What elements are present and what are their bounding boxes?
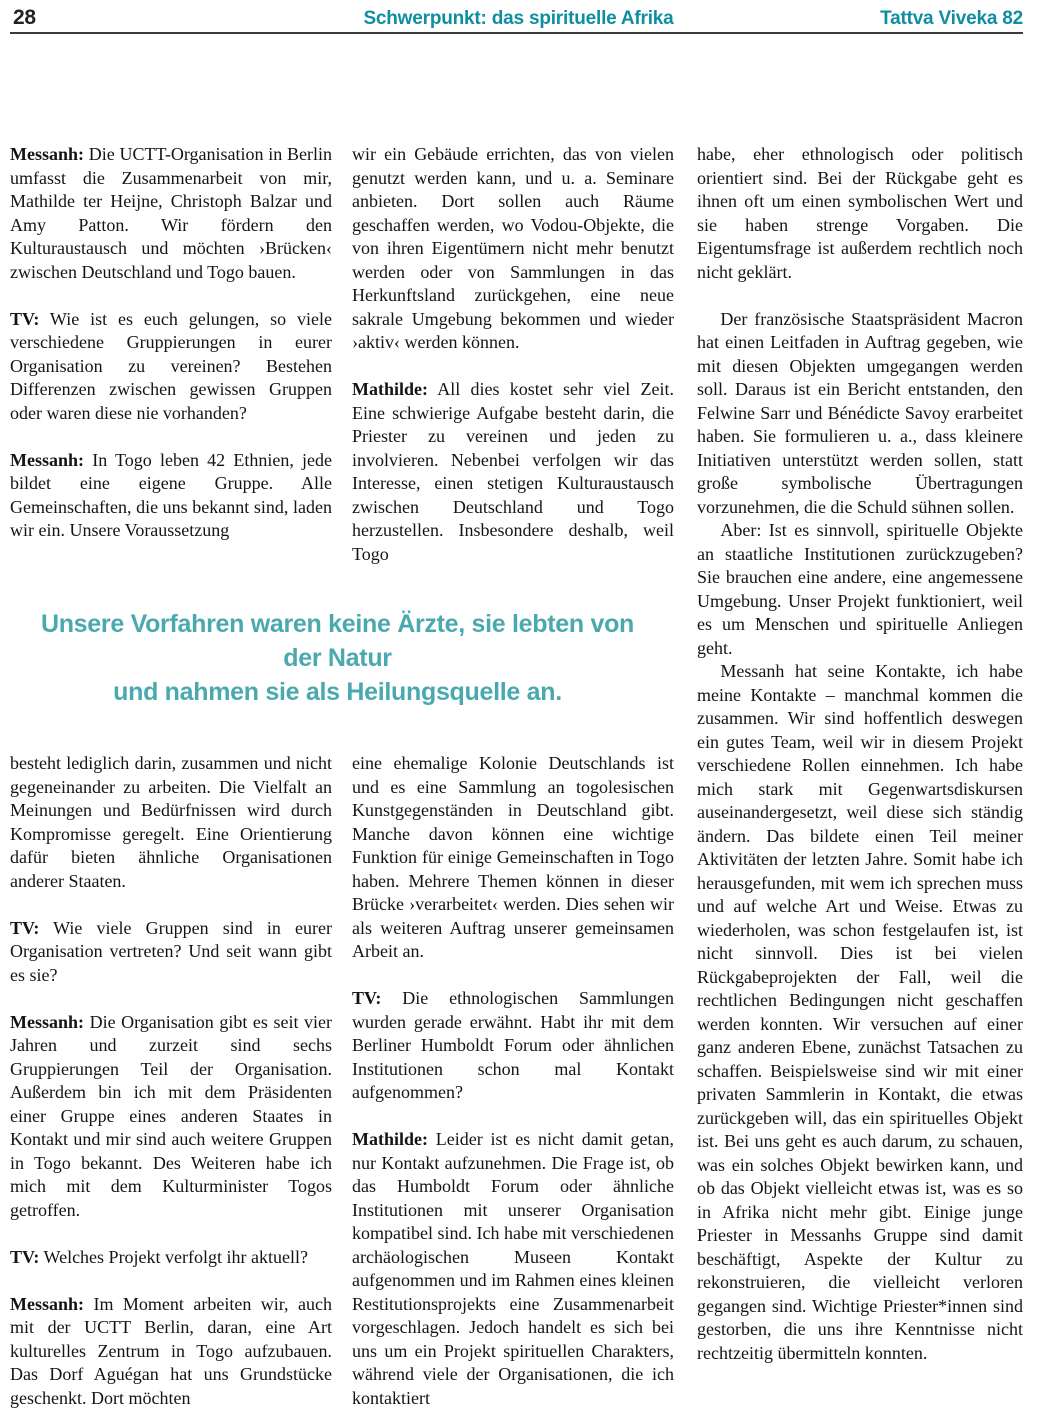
column-3	[697, 143, 1023, 1365]
paragraph: Messanh: In Togo leben 42 Ethnien, jede bildet eine eigene Gruppe. Alle Gemeinschaften, die uns bekannt sind, laden wir ein. Unsere Voraussetzung	[10, 449, 332, 540]
speaker-label: Mathilde:	[352, 379, 428, 399]
column-1-upper	[10, 143, 332, 543]
paragraph: besteht lediglich darin, zusammen und nicht gegeneinander zu arbeiten. Die Vielfalt an Meinungen und Bedürfnissen wird durch Kompromisse geregelt. Eine Orientierung dafür bieten ähnliche Organisationen anderer Staaten.	[10, 753, 332, 891]
paragraph: habe, eher ethnologisch oder politisch orientiert sind. Bei der Rückgabe geht es ihnen oft um einen symbolischen Wert und sie haben strenge Vorgaben. Die Eigentumsfrage ist außerdem rechtlich noch nicht geklärt.	[697, 144, 1023, 282]
magazine-title: Tattva Viveka 82	[880, 8, 1023, 29]
column-1-lower	[10, 752, 332, 1410]
paragraph: Messanh: Im Moment arbeiten wir, auch mit der UCTT Berlin, daran, eine Art kulturelles Zentrum in Togo aufzubauen. Das Dorf Aguégan hat uns Grundstücke geschenkt. Dort möchten	[10, 1293, 332, 1408]
paragraph: TV: Welches Projekt verfolgt ihr aktuell?	[10, 1246, 308, 1267]
speaker-label: Mathilde:	[352, 1129, 428, 1149]
column-2-lower	[352, 752, 674, 1410]
pull-quote-line-1: Unsere Vorfahren waren keine Ärzte, sie lebten von der Natur	[40, 610, 635, 672]
speaker-label: Messanh:	[10, 1293, 85, 1314]
speaker-label: TV:	[10, 1246, 40, 1267]
paragraph: TV: Die ethnologischen Sammlungen wurden gerade erwähnt. Habt ihr mit dem Berliner Humboldt Forum oder ähnlichen Institutionen schon mal Kontakt aufgenommen?	[352, 988, 674, 1102]
paragraph: Messanh: Die Organisation gibt es seit vier Jahren und zurzeit sind sechs Gruppierungen Teil der Organisation. Außerdem bin ich mit dem Präsidenten einer Gruppe eines anderen Staates in Kontakt und mir sind auch weitere Gruppen in Togo bekannt. Des Weiteren habe ich mich mit dem Kulturminister Togos getroffen.	[10, 1011, 332, 1220]
header-rule	[10, 32, 1023, 34]
section-title: Schwerpunkt: das spirituelle Afrika	[363, 8, 674, 29]
speaker-label: Messanh:	[10, 1011, 85, 1032]
pull-quote-line-2: und nahmen sie als Heilungsquelle an.	[113, 678, 562, 706]
pull-quote	[35, 607, 640, 709]
paragraph: Messanh hat seine Kontakte, ich habe meine Kontakte – manchmal kommen die zusammen. Wir sind hoffentlich deswegen ein gutes Team, weil wir in diesem Projekt verschiedene Rollen einnehmen. Ich habe mich stark mit Gegenwartsdiskursen auseinandergesetzt, weil diese sich ständig ändern. Das bildete einen Teil meiner Aktivitäten der letzten Jahre. Somit habe ich herausgefunden, mit wem ich sprechen muss und auf welche Art und Weise. Etwas zu wiederholen, was schon festgelaufen ist, ist nicht sinnvoll. Dies ist bei vielen Rückgabeprojekten der Fall, weil die rechtlichen Bedingungen nicht geschaffen werden konnten. Wir versuchen auf einer ganz anderen Ebene, zunächst Tatsachen zu schaffen. Beispielsweise sind wir mit einer privaten Sammlerin in Kontakt, die etwas zurückgeben will, das ein spirituelles Objekt ist. Bei uns geht es auch darum, zu schauen, was ein solches Objekt bewirken kann, und ob das Objekt vielleicht etwas ist, was es so in Afrika nicht mehr gibt. Einige junge Priester in Messanhs Gruppe sind damit beschäftigt, Aspekte der Kultur zu rekonstruieren, die vielleicht verloren gegangen sind. Wichtige Priester*innen sind gestorben, die uns ihre Kenntnisse nicht rechtzeitig übermitteln konnten.	[697, 661, 1023, 1363]
paragraph: Aber: Ist es sinnvoll, spirituelle Objekte an staatliche Institutionen zurückzugeben? Sie brauchen eine andere, eine angemessene Umgebung. Unser Projekt funktioniert, weil es um Menschen und spirituelle Anliegen geht.	[697, 520, 1023, 658]
column-2-upper	[352, 143, 674, 566]
page-number: 28	[13, 6, 36, 29]
speaker-label: TV:	[10, 917, 40, 938]
paragraph: Mathilde: All dies kostet sehr viel Zeit. Eine schwierige Aufgabe besteht darin, die Priester zu vereinen und jeden zu involvieren. Nebenbei verfolgen wir das Interesse, einen stetigen Kulturaustausch zwischen Deutschland und Togo herzustellen. Insbesondere deshalb, weil Togo	[352, 379, 674, 564]
speaker-label: TV:	[352, 988, 382, 1008]
paragraph: wir ein Gebäude errichten, das von vielen genutzt werden kann, und u. a. Seminare anbieten. Dort sollen auch Räume geschaffen werden, wo Vodou-Objekte, die von ihren Eigentümern nicht mehr benutzt werden oder von Sammlungen in das Herkunftsland zurückgehen, eine neue sakrale Umgebung bekommen und wieder ›aktiv‹ werden können.	[352, 144, 674, 352]
speaker-label: Messanh:	[10, 449, 85, 470]
paragraph: eine ehemalige Kolonie Deutschlands ist und es eine Sammlung an togolesischen Kunstgegenständen in Deutschland gibt. Manche davon können eine wichtige Funktion für einige Gemeinschaften in Togo haben. Mehrere Themen können in dieser Brücke ›verarbeitet‹ werden. Dies sehen wir als weiteren Auftrag unserer gemeinsamen Arbeit an.	[352, 753, 674, 961]
paragraph: TV: Wie viele Gruppen sind in eurer Organisation vertreten? Und seit wann gibt es sie?	[10, 917, 332, 985]
paragraph: Messanh: Die UCTT-Organisation in Berlin umfasst die Zusammenarbeit von mir, Mathilde ter Heijne, Christoph Balzar und Amy Patton. Wir fördern den Kulturaustausch und möchten ›Brücken‹ zwischen Deutschland und Togo bauen.	[10, 144, 332, 282]
speaker-label: Messanh:	[10, 144, 85, 164]
paragraph: Der französische Staatspräsident Macron hat einen Leitfaden in Auftrag gegeben, wie mit diesen Objekten umgegangen werden soll. Daraus ist ein Bericht entstanden, den Felwine Sarr und Bénédicte Savoy erarbeitet haben. Sie formulieren u. a., dass kleinere Initiativen unterstützt werden sollen, statt große symbolische Übertragungen vorzunehmen, die die Schuld sühnen sollen.	[697, 308, 1023, 517]
paragraph: TV: Wie ist es euch gelungen, so viele verschiedene Gruppierungen in eurer Organisation zu vereinen? Bestehen Differenzen zwischen gewissen Gruppen oder waren diese nie vorhanden?	[10, 308, 332, 423]
paragraph: Mathilde: Leider ist es nicht damit getan, nur Kontakt aufzunehmen. Die Frage ist, ob das Humboldt Forum oder ähnliche Institutionen mit unserer Organisation kompatibel sind. Ich habe mit verschiedenen archäologischen Museen Kontakt aufgenommen und im Rahmen eines kleinen Restitutionsprojekts eine Zusammenarbeit vorgeschlagen. Jedoch handelt es sich bei uns um ein Projekt spirituellen Charakters, während viele der Organisationen, die ich kontaktiert	[352, 1129, 674, 1408]
speaker-label: TV:	[10, 308, 40, 329]
